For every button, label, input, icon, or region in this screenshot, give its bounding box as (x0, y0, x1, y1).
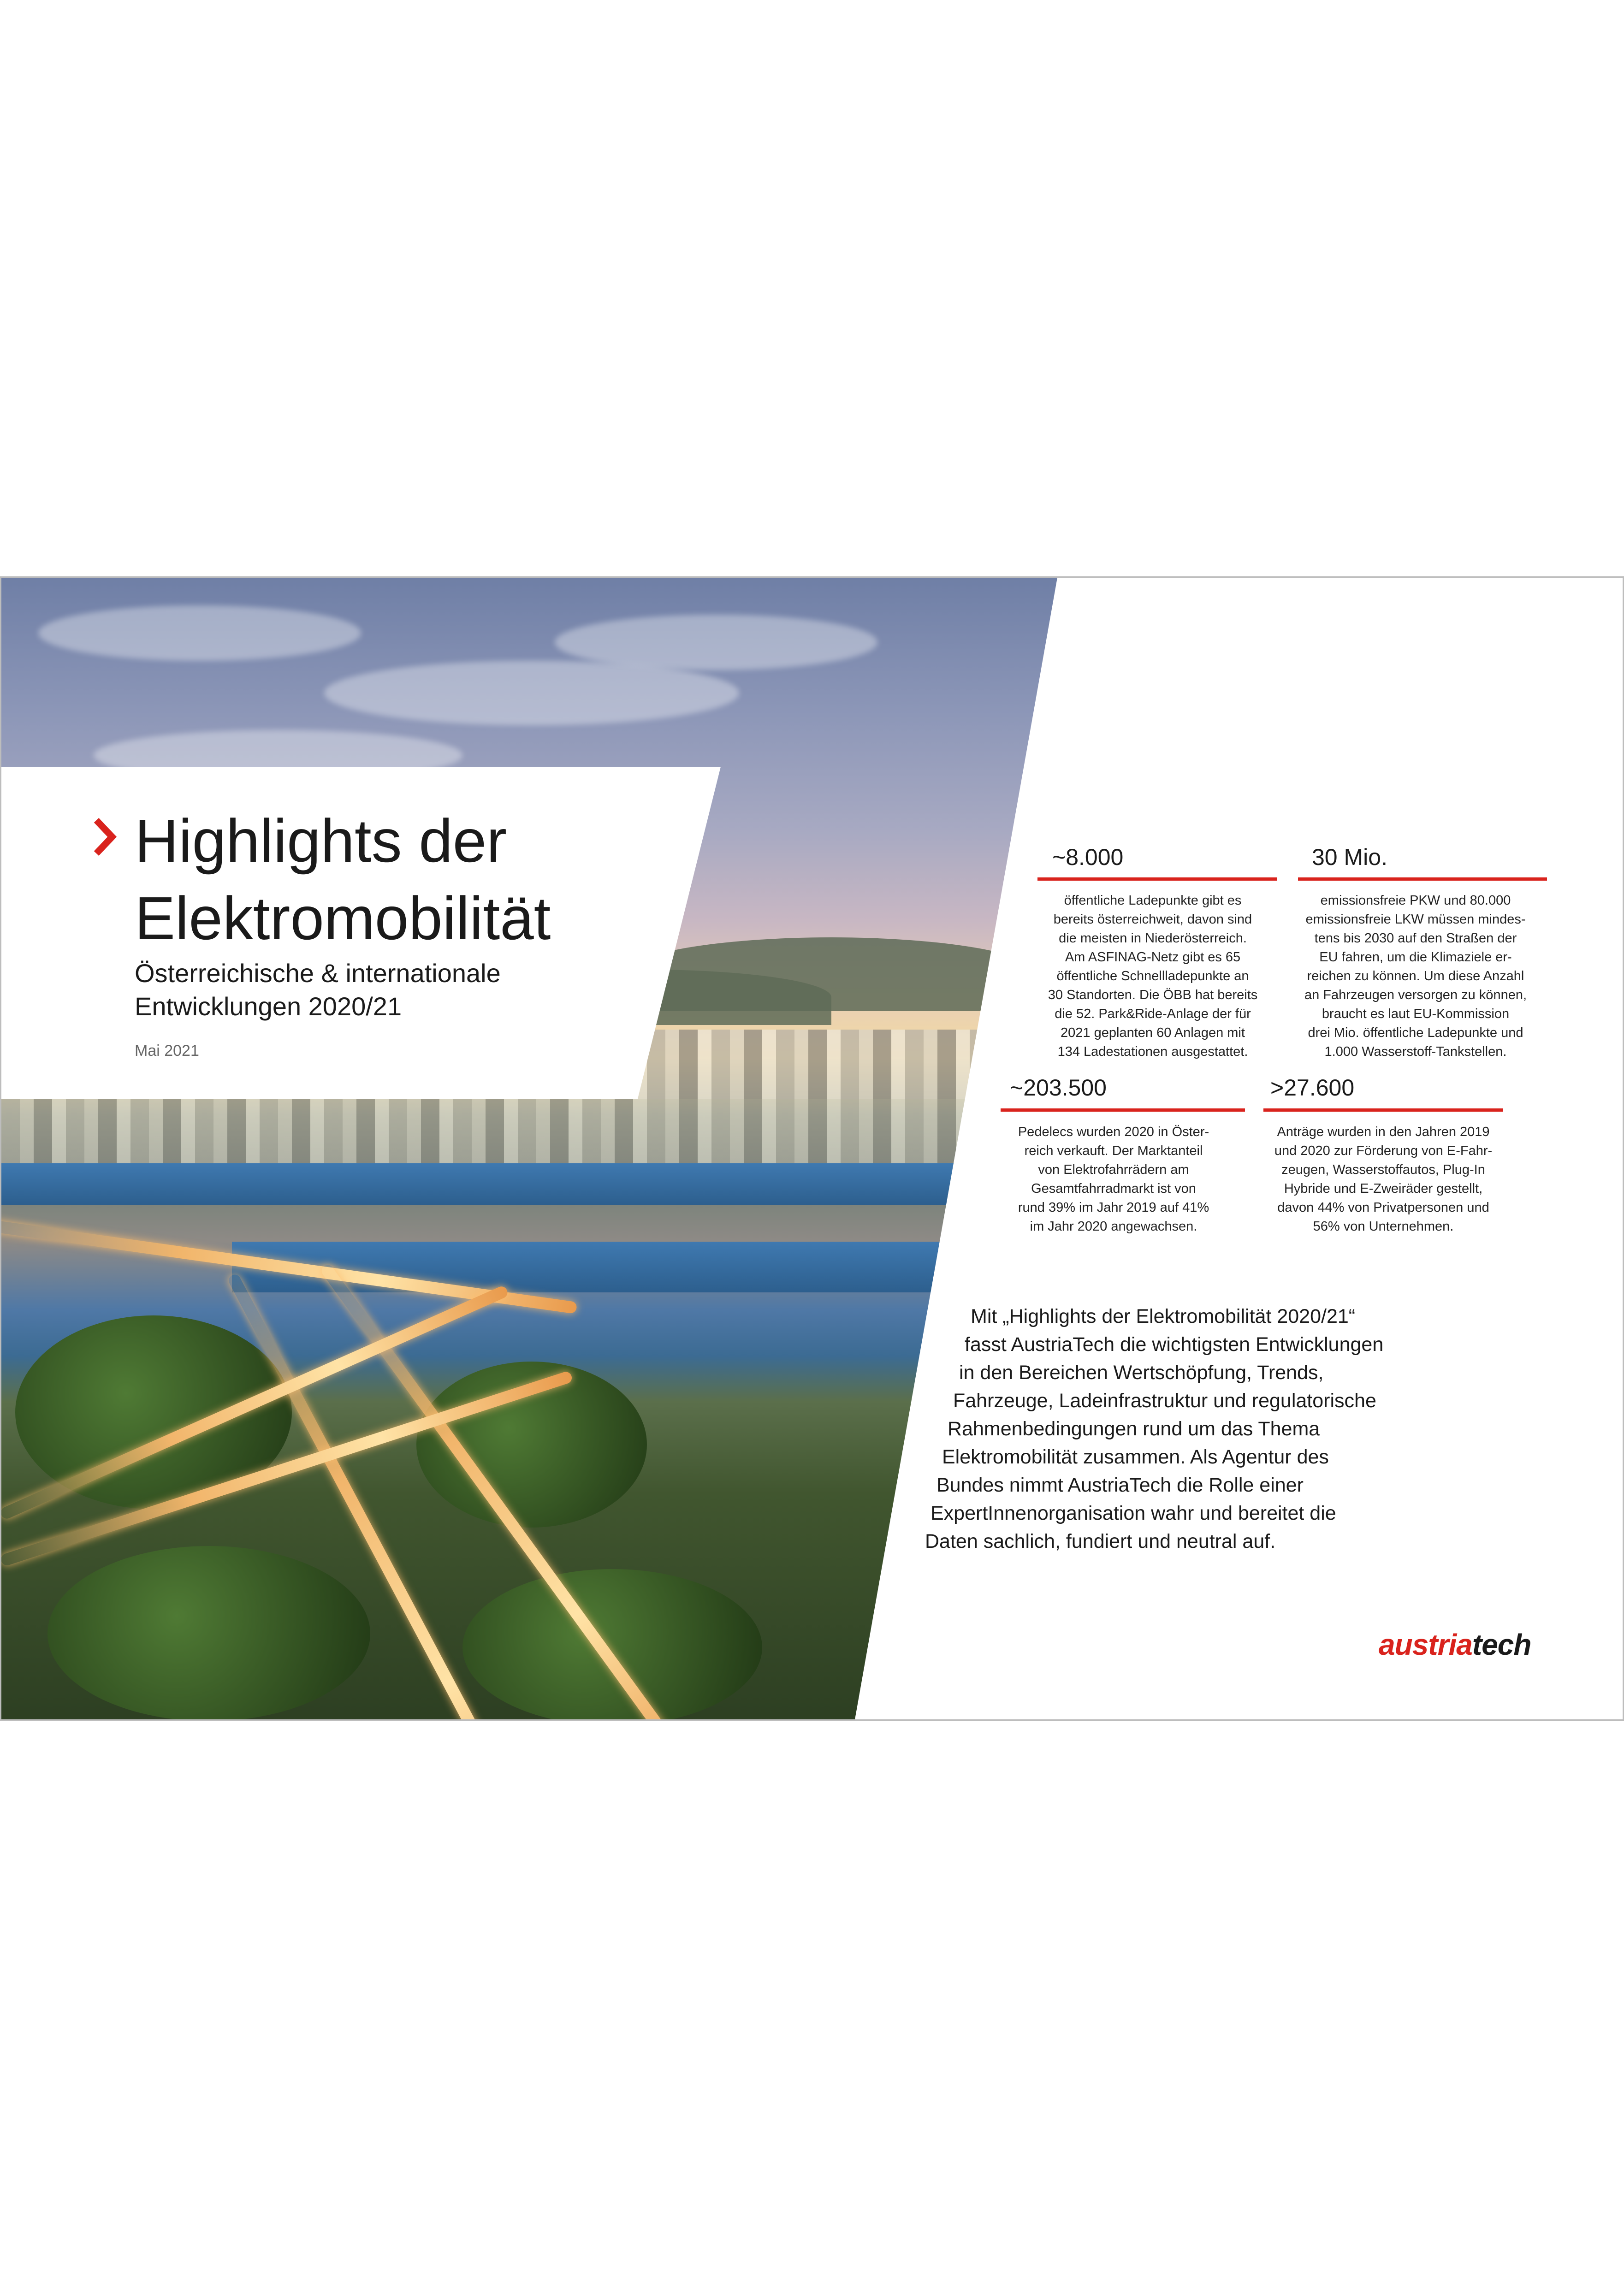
stat-value: >27.600 (1270, 1075, 1355, 1101)
stat-description: Anträge wurden in den Jahren 2019 und 2020 zur Förderung von E-Fahr- zeugen, Wasserstoffautos, Plug-In Hybride und E-Zweiräder gestellt, davon 44% von Privatpersonen und 56% von Unternehmen. (1274, 1125, 1493, 1234)
stat-description: emissionsfreie PKW und 80.000 emissionsfreie LKW müssen mindes- tens bis 2030 auf den Straßen der EU fahren, um die Klimaziele er- reichen zu können. Um diese Anzahl an Fahrzeugen versorgen zu können, braucht es laut EU-Kommission drei Mio. öffentliche Ladepunkte und 1.000 Wasserstoff-Tankstellen. (1304, 893, 1527, 1059)
stat-divider (1263, 1108, 1503, 1112)
stat-divider (1037, 877, 1277, 881)
logo-part-tech: tech (1472, 1628, 1531, 1661)
intro-text-line: in den Bereichen Wertschöpfung, Trends, (959, 1362, 1324, 1384)
intro-text-line: Elektromobilität zusammen. Als Agentur des (942, 1446, 1329, 1468)
city-aerial-photo (1, 578, 1062, 1721)
stat-value: ~8.000 (1052, 844, 1124, 870)
logo-part-austria: austria (1379, 1628, 1472, 1661)
austriatech-logo (1379, 1628, 1531, 1662)
intro-text-line: Bundes nimmt AustriaTech die Rolle einer (936, 1474, 1304, 1496)
intro-text-line: ExpertInnenorganisation wahr und bereitet die (931, 1502, 1336, 1524)
stat-description: öffentliche Ladepunkte gibt es bereits österreichweit, davon sind die meisten in Niederösterreich. Am ASFINAG-Netz gibt es 65 öffentliche Schnellladepunkte an 30 Standorten. Die ÖBB hat bereits die 52. Park&Ride-Anlage der für 2021 geplanten 60 Anlagen mit 134 Ladestationen ausgestattet. (1048, 893, 1258, 1059)
stat-divider (1298, 877, 1547, 881)
stat-description: Pedelecs wurden 2020 in Öster- reich verkauft. Der Marktanteil von Elektrofahrrädern am Gesamtfahrradmarkt ist von rund 39% im Jahr 2019 auf 41% im Jahr 2020 angewachsen. (1018, 1125, 1209, 1234)
publication-date: Mai 2021 (135, 1042, 199, 1060)
page-title: Highlights der Elektromobilität (135, 807, 551, 952)
chevron-right-icon (92, 816, 117, 858)
intro-text-line: Mit „Highlights der Elektromobilität 2020/21“ (971, 1305, 1356, 1327)
stat-value: 30 Mio. (1312, 844, 1387, 870)
stat-value: ~203.500 (1010, 1075, 1107, 1101)
intro-text-line: Fahrzeuge, Ladeinfrastruktur und regulatorische (953, 1390, 1376, 1412)
stat-divider (1001, 1108, 1245, 1112)
intro-text-line: Rahmenbedingungen rund um das Thema (948, 1418, 1320, 1440)
intro-text-line: Daten sachlich, fundiert und neutral auf. (925, 1530, 1276, 1552)
intro-text-line: fasst AustriaTech die wichtigsten Entwicklungen (965, 1333, 1384, 1356)
page-subtitle: Österreichische & internationale Entwicklungen 2020/21 (135, 959, 501, 1021)
